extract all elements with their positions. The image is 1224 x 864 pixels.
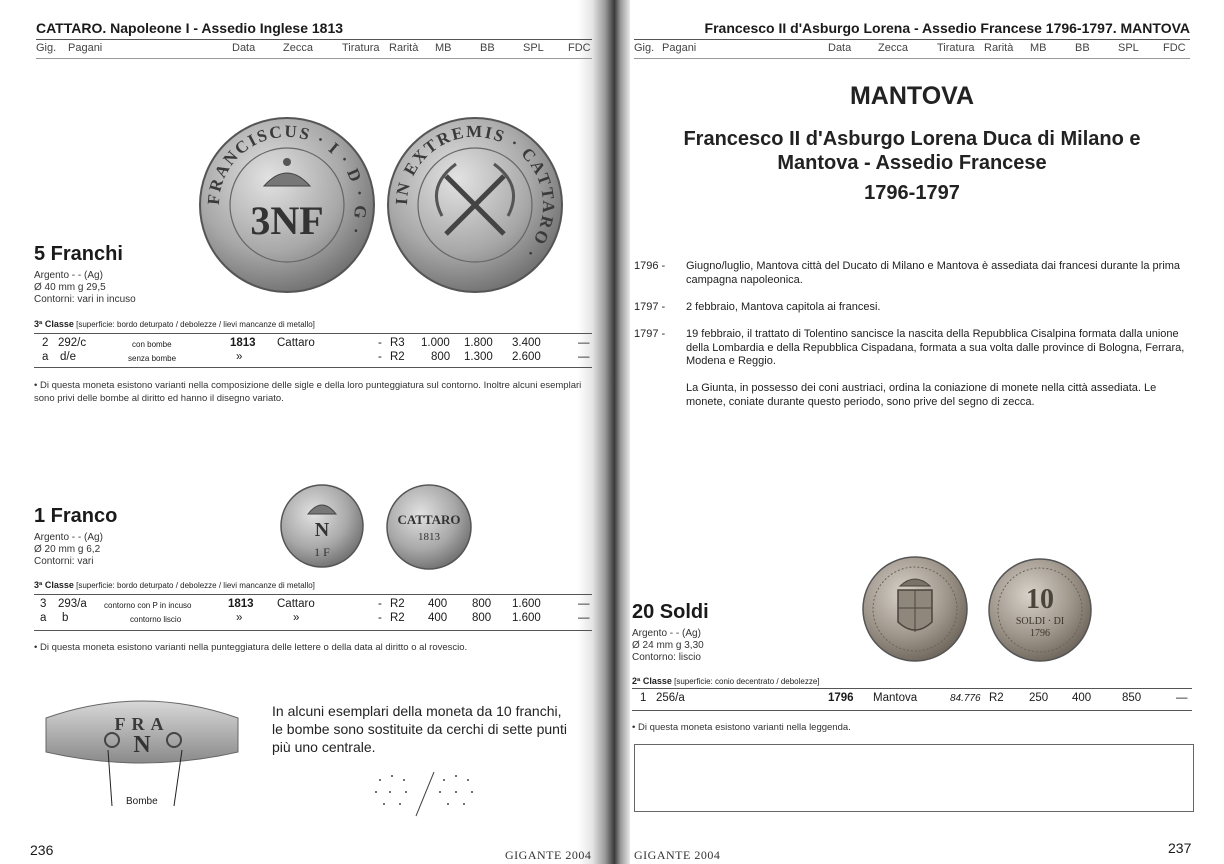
dot-pattern-diagram: [370, 770, 480, 820]
table-top-rule: [34, 333, 592, 334]
table-bottom-rule: [34, 367, 592, 368]
col-tiratura: Tiratura: [342, 42, 380, 54]
date: 1813: [230, 337, 256, 349]
reverse-year: 1813: [418, 531, 440, 543]
coin-title: 20 Soldi: [632, 601, 709, 623]
page-number: 236: [30, 842, 54, 858]
header-rule: [634, 39, 1190, 40]
gig: 2: [42, 337, 49, 349]
variant-desc: contorno liscio: [130, 615, 182, 624]
col-bb: BB: [480, 42, 495, 54]
history-year: 1797 -: [634, 328, 666, 340]
variant-note: • Di questa moneta esistono varianti nella leggenda.: [632, 722, 851, 733]
reverse-year: 1796: [1030, 628, 1050, 639]
date: »: [236, 612, 243, 624]
history-year: 1797 -: [634, 301, 666, 313]
date: 1813: [228, 598, 254, 610]
svg-text:N: N: [133, 732, 151, 758]
price-fdc: —: [578, 337, 590, 349]
coin-title: 5 Franchi: [34, 243, 123, 265]
price-bb: 400: [1072, 692, 1092, 704]
variant-desc: contorno con P in incuso: [104, 601, 192, 610]
notes-box: [634, 744, 1194, 812]
gig: a: [40, 612, 47, 624]
price-spl: 850: [1122, 692, 1142, 704]
reverse-value: 10: [1026, 584, 1054, 615]
running-head: CATTARO. Napoleone I - Assedio Inglese 1813: [36, 20, 344, 36]
coin-5-franchi-reverse: [386, 116, 564, 294]
edge: Contorni: vari: [34, 556, 94, 567]
obverse-denomination: 1 F: [314, 545, 330, 559]
section-subtitle: [634, 127, 1190, 205]
edge: Contorni: vari in incuso: [34, 294, 136, 305]
page-number: 237: [1168, 840, 1192, 856]
diameter-weight: Ø 20 mm g 6,2: [34, 544, 101, 555]
price-bb: 1.800: [464, 337, 493, 349]
variant-note: • Di questa moneta esistono varianti nella punteggiatura delle lettere o della data al diritto o al rovescio.: [34, 642, 468, 653]
coin-specs: [34, 270, 136, 306]
column-rule: [634, 58, 1190, 59]
detail-caption: In alcuni esemplari della moneta da 10 franchi, le bombe sono sostituite da cerchi di sette punti più uno centrale.: [272, 703, 567, 755]
edge: Contorno: liscio: [632, 652, 701, 663]
col-fdc: FDC: [1163, 42, 1186, 54]
price-mb: 800: [431, 351, 451, 363]
price-fdc: —: [1176, 692, 1188, 704]
coin-1-franco-obverse: [280, 484, 364, 568]
gig: 1: [640, 692, 647, 704]
detail-legend: FRA: [114, 714, 170, 734]
reverse-text: CATTARO: [397, 512, 461, 527]
detail-label: Bombe: [126, 796, 158, 807]
mintage: -: [378, 598, 382, 610]
class-desc: [superficie: bordo deturpato / debolezze / lievi mancanze di metallo]: [76, 581, 315, 590]
coin-title: 1 Franco: [34, 505, 118, 527]
pagani: b: [62, 612, 69, 624]
subtitle-years: 1796-1797: [864, 182, 960, 204]
column-rule: [36, 58, 592, 59]
pagani: d/e: [60, 351, 76, 363]
diameter-weight: Ø 40 mm g 29,5: [34, 282, 106, 293]
price-mb: 400: [428, 598, 448, 610]
rarity: R2: [390, 351, 405, 363]
col-gig: Gig.: [634, 42, 655, 54]
history-paragraph: La Giunta, in possesso dei coni austriaci, ordina la coniazione di monete nella città assediata. Le monete, coniate durante questo periodo, sono prive del segno di zecca.: [686, 382, 1157, 408]
class-desc: [superficie: conio decentrato / debolezze]: [674, 677, 820, 686]
conservation-class: [34, 580, 315, 590]
price-mb: 400: [428, 612, 448, 624]
metal: Argento - - (Ag): [632, 628, 701, 639]
col-bb: BB: [1075, 42, 1090, 54]
metal: Argento - - (Ag): [34, 532, 103, 543]
diameter-weight: Ø 24 mm g 3,30: [632, 640, 704, 651]
price-spl: 1.600: [512, 612, 541, 624]
coin-5-franchi-obverse: [198, 116, 376, 294]
obverse-monogram: 3NF: [250, 198, 324, 243]
class-label: 3ª Classe: [34, 319, 74, 329]
col-gig: Gig.: [36, 42, 57, 54]
history-text: 2 febbraio, Mantova capitola ai francesi.: [686, 301, 881, 313]
col-rarita: Rarità: [389, 42, 419, 54]
col-spl: SPL: [1118, 42, 1139, 54]
variant-desc: con bombe: [132, 340, 172, 349]
subtitle-line-2: Mantova - Assedio Francese: [777, 152, 1047, 174]
mintage: 84.776: [950, 693, 981, 704]
coin-specs: [34, 532, 103, 568]
col-fdc: FDC: [568, 42, 591, 54]
subtitle-line-1: Francesco II d'Asburgo Lorena Duca di Milano e: [683, 128, 1141, 150]
mintage: -: [378, 612, 382, 624]
rarity: R3: [390, 337, 405, 349]
coin-detail-image: [44, 694, 240, 812]
metal: Argento - - (Ag): [34, 270, 103, 281]
variant-note: • Di questa moneta esistono varianti nella composizione delle sigle e della loro punteggiatura sul contorno. Inoltre alcuni esemplari sono privi delle bombe al diritto ed hanno il disegno variato.: [34, 380, 582, 404]
right-page: [620, 0, 1224, 864]
col-tiratura: Tiratura: [937, 42, 975, 54]
col-data: Data: [232, 42, 256, 54]
obverse-legend: FRANCISCUS · I · D · G ·: [203, 121, 371, 239]
conservation-class: [34, 319, 315, 329]
history-text: Giugno/luglio, Mantova città del Ducato di Milano e Mantova è assediata dai francesi durante la prima campagna napoleonica.: [686, 260, 1181, 286]
section-title: MANTOVA: [849, 82, 975, 110]
reverse-legend: IN EXTREMIS · CATTARO ·: [391, 121, 559, 264]
variant-desc: senza bombe: [128, 354, 177, 363]
col-data: Data: [828, 42, 852, 54]
gig: a: [42, 351, 49, 363]
price-bb: 800: [472, 612, 492, 624]
footer-title: GIGANTE 2004: [634, 848, 721, 862]
price-fdc: —: [578, 612, 590, 624]
rarity: R2: [989, 692, 1004, 704]
gig: 3: [40, 598, 47, 610]
running-head: Francesco II d'Asburgo Lorena - Assedio Francese 1796-1797. MANTOVA: [704, 20, 1190, 36]
col-zecca: Zecca: [878, 42, 908, 54]
rarity: R2: [390, 612, 405, 624]
table-bottom-rule: [632, 710, 1192, 711]
mint: »: [293, 612, 300, 624]
price-fdc: —: [578, 598, 590, 610]
mintage: -: [378, 351, 382, 363]
table-top-rule: [632, 688, 1192, 689]
mint: Cattaro: [277, 598, 315, 610]
price-spl: 3.400: [512, 337, 541, 349]
history-year: 1796 -: [634, 260, 666, 272]
class-desc: [superficie: bordo deturpato / debolezze / lievi mancanze di metallo]: [76, 320, 315, 329]
col-pagani: Pagani: [68, 42, 103, 54]
pagani: 256/a: [656, 692, 685, 704]
conservation-class: [632, 676, 820, 686]
pagani: 293/a: [58, 598, 87, 610]
left-page: [0, 0, 598, 864]
mint: Mantova: [873, 692, 918, 704]
coin-specs: [632, 628, 704, 664]
reverse-text: SOLDI · DI: [1015, 616, 1065, 627]
price-mb: 1.000: [421, 337, 450, 349]
date: »: [236, 351, 243, 363]
col-mb: MB: [1030, 42, 1047, 54]
table-bottom-rule: [34, 630, 592, 631]
class-label: 2ª Classe: [632, 676, 672, 686]
col-rarita: Rarità: [984, 42, 1014, 54]
col-spl: SPL: [523, 42, 544, 54]
pagani: 292/c: [58, 337, 87, 349]
price-spl: 2.600: [512, 351, 541, 363]
col-zecca: Zecca: [283, 42, 313, 54]
price-bb: 1.300: [464, 351, 493, 363]
header-rule: [36, 39, 592, 40]
col-pagani: Pagani: [662, 42, 697, 54]
mintage: -: [378, 337, 382, 349]
price-mb: 250: [1029, 692, 1049, 704]
coin-20-soldi-reverse: [988, 558, 1092, 662]
rarity: R2: [390, 598, 405, 610]
coin-1-franco-reverse: [386, 484, 472, 570]
history-text: 19 febbraio, il trattato di Tolentino sancisce la nascita della Repubblica Cisalpina formata dalla unione della Lombardia e della Repubblica Cispadana, formata a sua volta dalle province di Bologna, Ferrara, Modena e Reggio.: [686, 328, 1185, 367]
price-fdc: —: [578, 351, 590, 363]
col-mb: MB: [435, 42, 452, 54]
class-label: 3ª Classe: [34, 580, 74, 590]
obverse-monogram: N: [314, 519, 330, 541]
table-top-rule: [34, 594, 592, 595]
price-bb: 800: [472, 598, 492, 610]
date: 1796: [828, 692, 854, 704]
price-spl: 1.600: [512, 598, 541, 610]
coin-20-soldi-obverse: [862, 556, 968, 662]
footer-title: GIGANTE 2004: [505, 848, 592, 862]
mint: Cattaro: [277, 337, 315, 349]
